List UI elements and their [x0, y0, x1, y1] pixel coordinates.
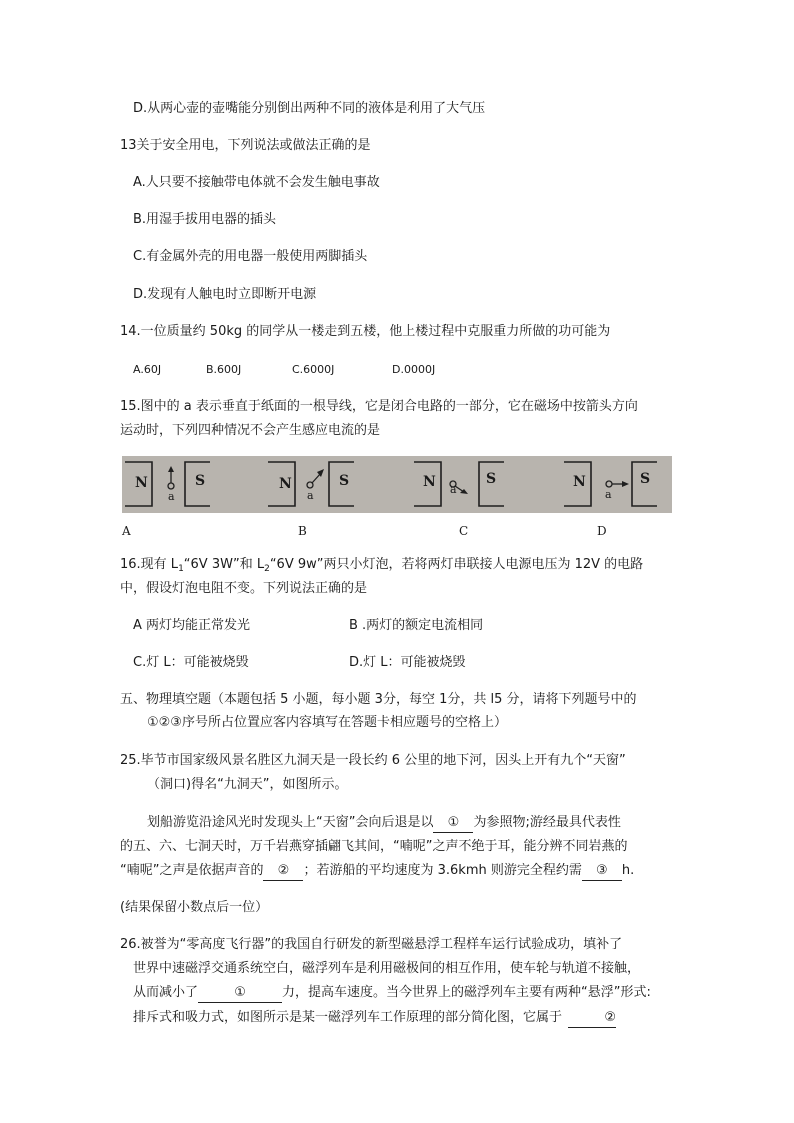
q16-option-d: D.灯 L：可能被烧毁 — [349, 655, 466, 670]
q26-line4-pre: 排斥式和吸力式，如图所示是某一磁浮列车工作原理的部分简化图，它属于 — [133, 1010, 563, 1025]
q13-option-c: C.有金属外壳的用电器一般使用两脚插头 — [133, 249, 368, 264]
q15-stem-line2: 运动时，下列四种情况不会产生感应电流的是 — [120, 423, 381, 438]
panel-c-n-label: N — [423, 474, 436, 490]
q25-line3 — [147, 814, 621, 833]
q16-option-c: C.灯 L：可能被烧毁 — [133, 655, 249, 670]
panel-a-wire-label: a — [168, 490, 175, 503]
q14-option-b: B.600J — [206, 363, 242, 376]
q15-stem-line1: 15.图中的 a 表示垂直于纸面的一根导线，它是闭合电路的一部分，它在磁场中按箭头方向 — [120, 399, 638, 414]
panel-d-wire — [606, 481, 612, 487]
q16-l1-sub2: 2 — [264, 564, 270, 574]
q15-label-a: A — [122, 524, 131, 538]
q25-blank-2: ② — [263, 862, 303, 881]
q16-l1-sub1: 1 — [178, 564, 184, 574]
q14-option-c: C.6000J — [292, 363, 335, 376]
panel-c-wire-label: a — [450, 483, 457, 496]
section5-heading-line2: ①②③序号所占位置应客内容填写在答题卡相应题号的空格上） — [147, 715, 507, 730]
panel-b-s-label: S — [339, 473, 350, 489]
q25-line4: 的五、六、七洞天时，万千岩燕穿插翩飞其间，“喃呢”之声不绝于耳，能分辨不同岩燕的 — [120, 839, 628, 854]
panel-d-s-label: S — [640, 471, 651, 487]
q26-line4 — [133, 1009, 616, 1028]
q25-line2: （洞口)得名“九洞天”，如图所示。 — [147, 777, 348, 792]
q13-option-b: B.用湿手拔用电器的插头 — [133, 212, 277, 227]
section5-heading-line1: 五、物理填空题（本题包括 5 小题，每小题 3分，每空 1分，共 l5 分，请将下列题号中的 — [120, 692, 637, 707]
q12-option-d: D.从两心壶的壶嘴能分别倒出两种不同的液体是利用了大气压 — [133, 101, 486, 116]
q26-line1: 26.被誉为“零高度飞行器”的我国自行研发的新型磁悬浮工程样车运行试验成功，填补了 — [120, 937, 623, 952]
q26-line3 — [133, 984, 651, 1003]
q26-blank-1: ① — [198, 984, 282, 1003]
q25-line5 — [120, 862, 634, 881]
q25-line5-post: h. — [621, 863, 635, 878]
panel-a-arrowhead — [168, 466, 174, 472]
q16-stem-line2: 中，假设灯泡电阻不变。下列说法正确的是 — [120, 581, 368, 596]
q13-option-d: D.发现有人触电时立即断开电源 — [133, 287, 317, 302]
q15-label-c: C — [459, 524, 469, 538]
q25-line6: (结果保留小数点后一位） — [120, 900, 269, 915]
q16-l1-post: “6V 9w”两只小灯泡，若将两灯串联接人电源电压为 12V 的电路 — [269, 557, 644, 572]
q25-line5-pre: “喃呢”之声是依据声音的 — [120, 863, 264, 878]
panel-d-n-label: N — [573, 474, 586, 490]
q25-line1: 25.毕节市国家级风景名胜区九洞天是一段长约 6 公里的地下河，因头上开有九个“天窗” — [120, 753, 626, 768]
q25-blank-1: ① — [433, 814, 473, 833]
q13-stem: 13关于安全用电，下列说法或做法正确的是 — [120, 138, 371, 153]
q25-blank-3: ③ — [582, 862, 622, 881]
q15-label-d: D — [597, 524, 607, 538]
q16-l1-pre: 16.现有 L — [120, 557, 179, 572]
panel-a-s-label: S — [195, 473, 206, 489]
q13-option-a: A.人只要不接触带电体就不会发生触电事故 — [133, 175, 380, 190]
q16-option-a: A 两灯均能正常发光 — [133, 618, 251, 633]
panel-b-wire-label: a — [307, 489, 314, 502]
q25-line5-mid: ；若游船的平均速度为 3.6kmh 则游完全程约需 — [303, 863, 582, 878]
q26-line2: 世界中速磁浮交通系统空白，磁浮列车是利用磁极间的相互作用，使车轮与轨道不接触， — [133, 961, 641, 976]
panel-a-wire — [168, 483, 174, 489]
panel-a-n-label: N — [135, 475, 148, 491]
q26-blank-2: ② — [568, 1009, 616, 1028]
q16-option-b: B .两灯的额定电流相同 — [349, 618, 484, 633]
q15-label-b: B — [298, 524, 307, 538]
q16-l1-mid: “6V 3W”和 L — [183, 557, 265, 572]
q14-option-d: D.0000J — [392, 363, 436, 376]
q26-line3-pre: 从而减小了 — [133, 985, 199, 1000]
q16-stem-line1 — [120, 556, 643, 578]
q25-line3-post: 为参照物;游经最具代表性 — [473, 815, 621, 830]
panel-d-arrowhead — [622, 481, 629, 487]
q14-option-a: A.60J — [133, 363, 162, 376]
panel-c-s-label: S — [486, 471, 497, 487]
q26-line3-post: 力，提高车速度。当今世界上的磁浮列车主要有两种“悬浮”形式: — [282, 985, 651, 1000]
panel-d-wire-label: a — [605, 488, 612, 501]
panel-b-n-label: N — [279, 476, 292, 492]
q14-stem: 14.一位质量约 50kg 的同学从一楼走到五楼，他上楼过程中克服重力所做的功可能为 — [120, 324, 611, 339]
q25-line3-pre: 划船游览沿途风光时发现头上“天窗”会向后退是以 — [147, 815, 434, 830]
q15-magnet-figure — [122, 456, 672, 513]
